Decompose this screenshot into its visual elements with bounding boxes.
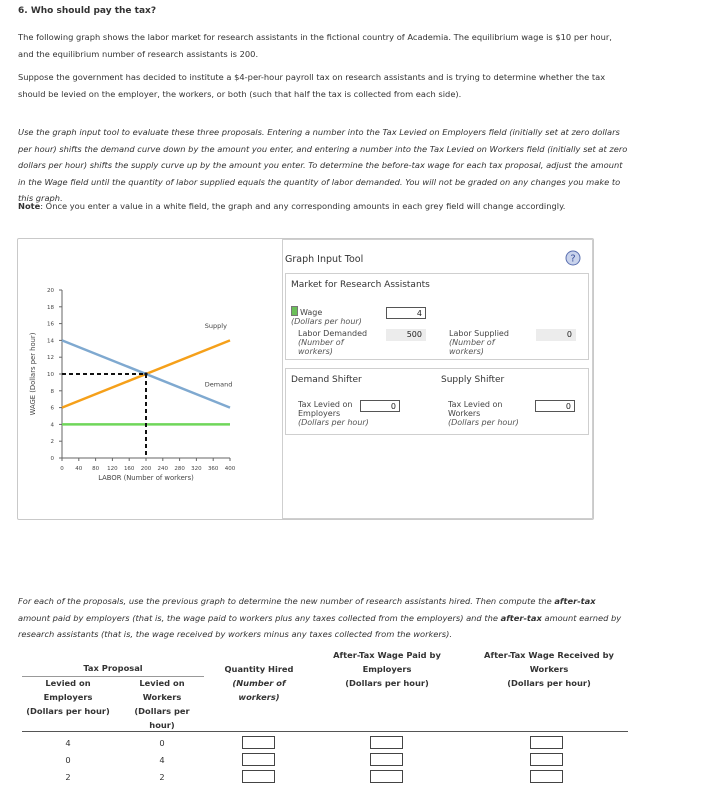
y-tick-label: 0 — [50, 456, 54, 462]
demand-label: Demand — [204, 380, 233, 389]
quantity-hired-header-a: Quantity Hired — [224, 664, 294, 674]
market-title: Market for Research Assistants — [291, 280, 430, 290]
tax-proposal-header: Tax Proposal — [83, 663, 143, 673]
levied-employers-header-c: (Dollars per hour) — [26, 706, 110, 716]
help-icon[interactable] — [565, 250, 581, 266]
row-3-employers: 2 — [65, 772, 71, 782]
wage-label-group — [291, 306, 362, 326]
row-3-workers: 2 — [159, 772, 165, 782]
y-tick-label: 12 — [47, 355, 54, 362]
labor-supplied-unit-1: (Number of — [449, 338, 495, 347]
supply-shifter-title: Supply Shifter — [441, 375, 505, 385]
x-tick-label: 40 — [75, 466, 83, 472]
supply-label: Supply — [204, 321, 227, 330]
row-2-workers: 4 — [159, 755, 165, 765]
table-header-rule — [22, 731, 628, 732]
tax-employers-label-1: Tax Levied on — [298, 400, 353, 409]
proposals-paragraph — [18, 593, 630, 643]
y-tick-label: 8 — [50, 388, 54, 395]
tax-workers-unit: (Dollars per hour) — [448, 418, 519, 427]
x-tick-label: 80 — [92, 466, 100, 472]
x-tick-label: 320 — [191, 466, 202, 472]
note-text: : Once you enter a value in a white field, the graph and any corresponding amounts in each grey field will change accordingly. — [40, 201, 566, 211]
equilibrium-point — [144, 372, 147, 375]
wage-received-header — [474, 648, 624, 690]
levied-employers-header-b: Employers — [43, 692, 93, 702]
labor-demanded-unit-1: (Number of — [298, 338, 344, 347]
row-1-workers: 0 — [159, 738, 165, 748]
row-2-wage-paid-input[interactable] — [370, 753, 403, 766]
wage-received-header-b: Workers — [529, 664, 569, 674]
tax-employers-label-group — [298, 400, 369, 427]
wage-received-header-c: (Dollars per hour) — [507, 678, 591, 688]
table-row — [0, 769, 716, 787]
levied-workers-header-d: hour) — [149, 720, 175, 730]
y-tick-label: 10 — [47, 372, 54, 378]
wage-unit: (Dollars per hour) — [291, 317, 362, 326]
row-2-wage-received-input[interactable] — [530, 753, 563, 766]
x-tick-label: 360 — [207, 466, 219, 472]
row-3-quantity-input[interactable] — [242, 770, 275, 783]
wage-received-header-a: After-Tax Wage Received by — [484, 650, 614, 660]
quantity-hired-header-b: (Number of — [232, 678, 286, 688]
levied-workers-header-a: Levied on — [139, 678, 185, 688]
labor-demanded-value: 500 — [386, 329, 426, 341]
labor-supplied-value: 0 — [536, 329, 576, 341]
tax-workers-label-2: Workers — [448, 409, 481, 418]
tax-workers-input[interactable] — [535, 400, 575, 412]
after-tax-emphasis-1: after-tax — [554, 596, 596, 606]
labor-supplied-label: Labor Supplied — [449, 329, 509, 338]
levied-employers-header — [22, 676, 114, 718]
y-tick-label: 2 — [50, 439, 54, 446]
intro-paragraph: The following graph shows the labor market for research assistants in the fictional country of Academia. The equilibrium wage is $10 per hour, and the equilibrium number of research assistants is 200. — [18, 32, 612, 59]
row-1-quantity-input[interactable] — [242, 736, 275, 749]
table-row — [0, 735, 716, 753]
levied-workers-header-b: Workers — [142, 692, 182, 702]
labor-supplied-unit-2: workers) — [449, 347, 484, 356]
proposals-intro-a: For each of the proposals, use the previous graph to determine the new number of research assistants hired. Then compute the — [18, 596, 555, 606]
proposals-intro-b: amount paid by employers (that is, the wage paid to workers plus any taxes collected from the employers) and the — [18, 612, 501, 623]
wage-paid-header-b: Employers — [362, 664, 412, 674]
levied-workers-header-c: (Dollars per — [134, 706, 190, 716]
quantity-hired-header-c: workers) — [238, 692, 280, 702]
row-1-wage-paid-input[interactable] — [370, 736, 403, 749]
row-3-wage-received-input[interactable] — [530, 770, 563, 783]
levied-workers-header — [118, 676, 206, 732]
y-tick-label: 16 — [47, 321, 54, 328]
y-tick-label: 18 — [47, 304, 54, 311]
wage-label: Wage — [300, 308, 323, 317]
tax-workers-label-group — [448, 400, 519, 427]
x-tick-label: 160 — [123, 466, 135, 472]
x-tick-label: 240 — [157, 466, 169, 472]
y-tick-label: 6 — [50, 405, 54, 412]
y-axis-label: WAGE (Dollars per hour) — [29, 332, 37, 416]
labor-demanded-label-group — [298, 329, 367, 356]
y-tick-label: 4 — [50, 422, 54, 429]
y-tick-label: 14 — [47, 338, 54, 345]
wage-paid-header — [322, 648, 452, 690]
x-tick-label: 200 — [140, 466, 152, 472]
wage-paid-header-c: (Dollars per hour) — [345, 678, 429, 688]
y-tick-label: 20 — [47, 288, 54, 294]
row-2-employers: 0 — [65, 755, 71, 765]
row-2-quantity-input[interactable] — [242, 753, 275, 766]
note-paragraph — [18, 198, 630, 215]
wage-input[interactable] — [386, 307, 426, 319]
labor-market-chart[interactable] — [18, 260, 280, 500]
scenario-paragraph: Suppose the government has decided to institute a $4-per-hour payroll tax on research assistants and is trying to determine whether the tax should be levied on the employer, the workers, or both (such that half the tax is collected from each side). — [18, 72, 606, 99]
graph-input-tool-title: Graph Input Tool — [285, 254, 364, 265]
x-tick-label: 280 — [174, 466, 185, 472]
labor-demanded-label: Labor Demanded — [298, 329, 368, 338]
tax-workers-label-1: Tax Levied on — [448, 400, 503, 409]
levied-employers-header-a: Levied on — [45, 678, 91, 688]
row-1-employers: 4 — [65, 738, 71, 748]
row-1-wage-received-input[interactable] — [530, 736, 563, 749]
labor-supplied-label-group — [449, 329, 509, 356]
tax-employers-unit: (Dollars per hour) — [298, 418, 369, 427]
table-row — [0, 752, 716, 770]
quantity-hired-header — [212, 662, 306, 704]
after-tax-emphasis-2: after-tax — [500, 612, 542, 623]
instructions-paragraph: Use the graph input tool to evaluate these three proposals. Entering a number into the Tax Levied on Employers field (initially set at zero dollars per hour) shifts the demand curve down by the amount you enter, and entering a number into the Tax Levied on Workers field (initially set at zero dollars per hour) shifts the supply curve up by the amount you enter. To determine the before-tax wage for each tax proposal, adjust the amount in the Wage field until the quantity of labor supplied equals the quantity of labor demanded. You will not be graded on any changes you make to this graph. — [18, 127, 628, 203]
demand-shifter-title: Demand Shifter — [291, 375, 362, 385]
labor-demanded-unit-2: workers) — [298, 347, 333, 356]
tax-employers-label-2: Employers — [298, 409, 341, 418]
question-title: 6. Who should pay the tax? — [18, 6, 157, 16]
x-tick-label: 0 — [60, 466, 64, 472]
x-tick-label: 400 — [224, 466, 236, 472]
proposals-intro-c: amount earned by research assistants (that is, the wage received by workers minus any taxes collected from the workers). — [18, 612, 622, 639]
x-axis-label: LABOR (Number of workers) — [98, 474, 194, 482]
x-tick-label: 120 — [107, 466, 118, 472]
help-glyph: ? — [570, 253, 576, 265]
tax-employers-input[interactable] — [360, 400, 400, 412]
row-3-wage-paid-input[interactable] — [370, 770, 403, 783]
note-label: Note — [18, 201, 41, 211]
wage-paid-header-a: After-Tax Wage Paid by — [333, 650, 441, 660]
wage-swatch — [291, 306, 298, 316]
